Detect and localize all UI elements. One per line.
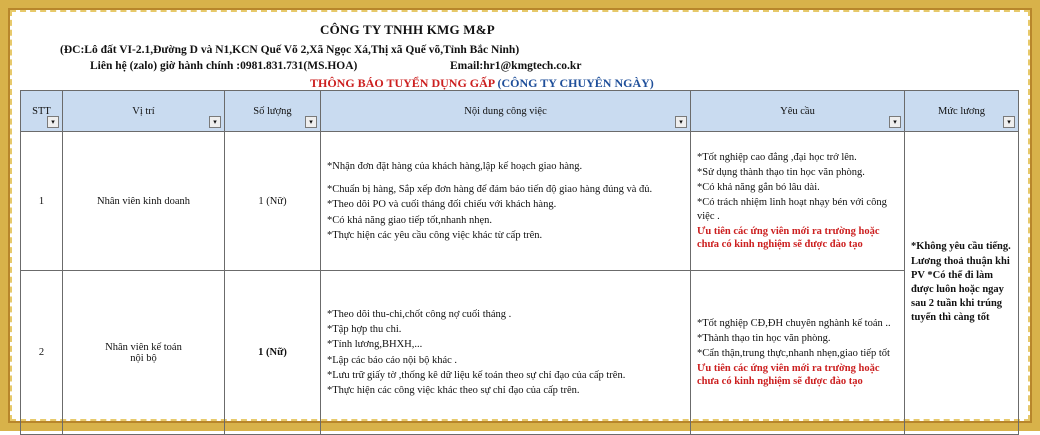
notice-subtitle: (CÔNG TY CHUYÊN NGÀY) <box>497 76 654 90</box>
requirement-item: *Sử dụng thành thạo tin học văn phòng. <box>697 167 865 179</box>
cell-salary: *Không yêu cầu tiếng. Lương thoả thuận khi PV *Có thể đi làm được luôn hoặc ngay sau 2 tuần khi trúng tuyển thì càng tốt <box>905 132 1019 435</box>
filter-dropdown-icon[interactable]: ▾ <box>305 116 317 128</box>
notice-title: THÔNG BÁO TUYỂN DỤNG GẤP <box>310 76 495 90</box>
position-line: Nhân viên kế toán <box>105 341 182 353</box>
requirement-item: *Có khả năng gắn bó lâu dài. <box>697 182 820 194</box>
recruitment-notice <box>310 76 654 91</box>
contact-email: Email:hr1@kmgtech.co.kr <box>450 60 582 72</box>
task-item: *Có khả năng giao tiếp tốt,nhanh nhẹn. <box>327 214 493 226</box>
cell-position <box>63 271 225 435</box>
task-item: *Thực hiện các yêu cầu công việc khác từ cấp trên. <box>327 229 543 241</box>
cell-stt: 1 <box>21 132 63 271</box>
column-header-tasks: Nội dung công việc ▾ <box>321 91 691 132</box>
company-name: CÔNG TY TNHH KMG M&P <box>320 22 495 37</box>
contact-phone: Liên hệ (zalo) giờ hành chính :0981.831.731(MS.HOA) <box>90 60 358 72</box>
cell-tasks <box>321 271 691 435</box>
contact-line <box>90 60 582 72</box>
requirement-item: *Thành thạo tin học văn phòng. <box>697 332 831 344</box>
requirement-item: *Có trách nhiệm linh hoạt nhạy bén với công việc . <box>697 197 887 222</box>
position-line: nội bộ <box>130 352 157 364</box>
task-item: *Chuẩn bị hàng, Sắp xếp đơn hàng để đảm bảo tiến độ giao hàng đúng và đủ. <box>327 184 653 196</box>
task-item: *Lưu trữ giấy tờ ,thống kê dữ liệu kế toán theo sự chỉ đạo của cấp trên. <box>327 369 626 381</box>
task-item: *Tập hợp thu chi. <box>327 324 402 336</box>
priority-note: Ưu tiên các ứng viên mới ra trường hoặc chưa có kinh nghiệm sẽ được đào tạo <box>697 363 880 388</box>
cell-requirements <box>691 132 905 271</box>
filter-dropdown-icon[interactable]: ▾ <box>889 116 901 128</box>
cell-quantity: 1 (Nữ) <box>225 132 321 271</box>
priority-note: Ưu tiên các ứng viên mới ra trường hoặc chưa có kinh nghiệm sẽ được đào tạo <box>697 225 880 250</box>
cell-stt: 2 <box>21 271 63 435</box>
task-item: *Lập các báo cáo nội bộ khác . <box>327 354 458 366</box>
filter-dropdown-icon[interactable]: ▾ <box>675 116 687 128</box>
filter-dropdown-icon[interactable]: ▾ <box>1003 116 1015 128</box>
cell-tasks <box>321 132 691 271</box>
task-item: *Tính lương,BHXH,... <box>327 339 423 351</box>
requirement-item: *Tốt nghiệp cao đẳng ,đại học trở lên. <box>697 152 857 164</box>
table-row <box>21 271 1019 435</box>
column-header-requirements: Yêu cầu ▾ <box>691 91 905 132</box>
requirement-item: *Cẩn thận,trung thực,nhanh nhẹn,giao tiếp tốt <box>697 347 890 359</box>
filter-dropdown-icon[interactable]: ▾ <box>47 116 59 128</box>
task-item: *Thực hiện các công việc khác theo sự chỉ đạo của cấp trên. <box>327 384 580 396</box>
column-header-stt: STT ▾ <box>21 91 63 132</box>
cell-requirements <box>691 271 905 435</box>
jobs-table <box>20 90 1019 435</box>
column-header-position: Vị trí ▾ <box>63 91 225 132</box>
task-item: *Theo dõi thu-chi,chốt công nợ cuối tháng . <box>327 309 512 321</box>
task-item: *Nhận đơn đặt hàng của khách hàng,lập kế hoạch giao hàng. <box>327 161 583 173</box>
company-address: (ĐC:Lô đất VI-2.1,Đường D và N1,KCN Quế Võ 2,Xã Ngọc Xá,Thị xã Quế võ,Tỉnh Bắc Ninh) <box>60 44 520 56</box>
cell-position: Nhân viên kinh doanh <box>63 132 225 271</box>
document-header <box>20 14 1020 90</box>
column-header-quantity: Số lượng ▾ <box>225 91 321 132</box>
table-header-row <box>21 91 1019 132</box>
table-row <box>21 132 1019 271</box>
task-item: *Theo dõi PO và cuối tháng đối chiếu với khách hàng. <box>327 199 557 211</box>
cell-quantity: 1 (Nữ) <box>225 271 321 435</box>
column-header-salary: Mức lương ▾ <box>905 91 1019 132</box>
requirement-item: *Tốt nghiệp CĐ,ĐH chuyên nghành kế toán .. <box>697 317 891 329</box>
filter-dropdown-icon[interactable]: ▾ <box>209 116 221 128</box>
